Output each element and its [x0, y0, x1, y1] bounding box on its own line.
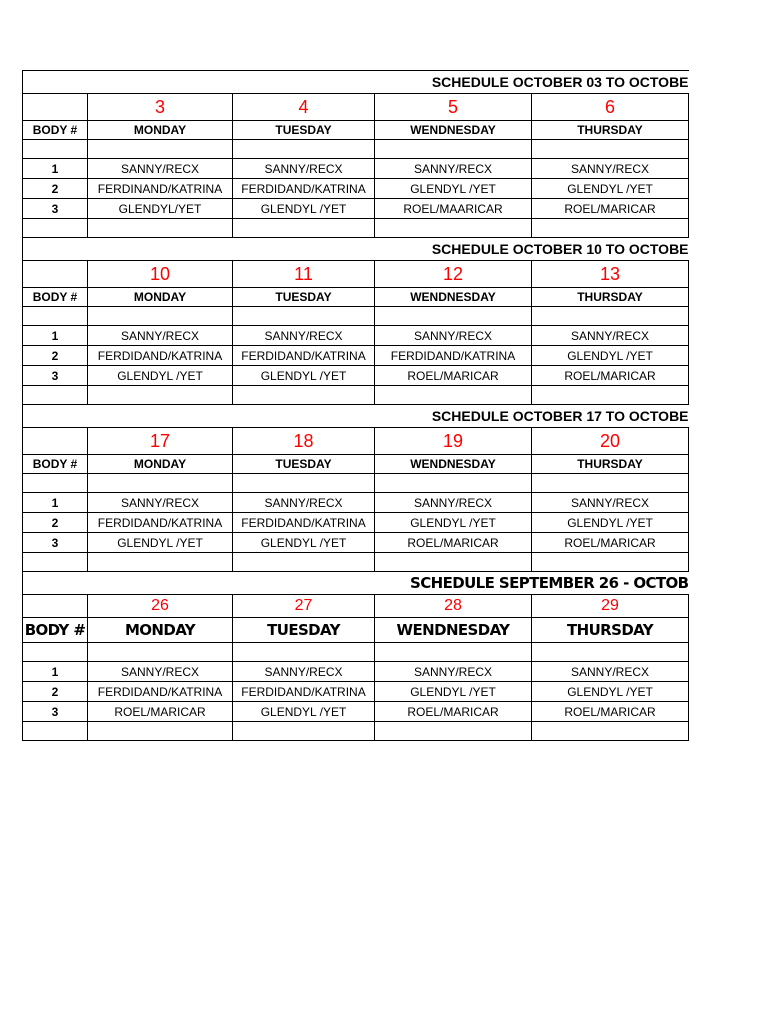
table-cell: GLENDYL /YET: [532, 346, 689, 366]
blank-row: [23, 474, 689, 493]
body-number: 3: [23, 533, 88, 553]
table-cell: SANNY/RECX: [233, 662, 375, 682]
table-cell: GLENDYL/YET: [88, 199, 233, 219]
table-cell: GLENDYL /YET: [532, 179, 689, 199]
blank-row: [23, 307, 689, 326]
table-row: [23, 533, 689, 553]
date-row: [23, 428, 689, 455]
table-row: [23, 326, 689, 346]
table-cell: GLENDYL /YET: [532, 513, 689, 533]
table-cell: ROEL/MARICAR: [532, 533, 689, 553]
header-cell: TUESDAY: [233, 455, 375, 474]
header-cell: WENDNESDAY: [375, 455, 532, 474]
blank-row: [23, 219, 689, 238]
table-cell: GLENDYL /YET: [233, 702, 375, 722]
schedule-title: SCHEDULE OCTOBER 03 TO OCTOBE: [23, 71, 689, 94]
blank-row: [23, 140, 689, 159]
table-cell: FERDIDAND/KATRINA: [233, 346, 375, 366]
header-cell: WENDNESDAY: [375, 288, 532, 307]
header-cell: TUESDAY: [233, 121, 375, 140]
body-number: 2: [23, 346, 88, 366]
date-cell: 11: [233, 261, 375, 288]
date-cell: 19: [375, 428, 532, 455]
schedule-title: SCHEDULE OCTOBER 10 TO OCTOBE: [23, 238, 689, 261]
table-cell: ROEL/MARICAR: [375, 533, 532, 553]
table-cell: FERDIDAND/KATRINA: [233, 682, 375, 702]
title-row: [23, 71, 689, 94]
table-cell: SANNY/RECX: [532, 326, 689, 346]
table-cell: FERDIDAND/KATRINA: [233, 513, 375, 533]
date-cell-empty: [23, 94, 88, 121]
table-row: [23, 179, 689, 199]
header-cell: THURSDAY: [532, 288, 689, 307]
header-cell: BODY #: [23, 455, 88, 474]
header-cell: MONDAY: [88, 455, 233, 474]
table-cell: GLENDYL /YET: [233, 199, 375, 219]
date-cell: 28: [375, 595, 532, 618]
header-cell: TUESDAY: [233, 618, 375, 643]
table-cell: ROEL/MARICAR: [88, 702, 233, 722]
table-cell: SANNY/RECX: [375, 493, 532, 513]
date-cell-empty: [23, 261, 88, 288]
body-number: 2: [23, 179, 88, 199]
title-row: [23, 572, 689, 595]
date-cell: 13: [532, 261, 689, 288]
table-cell: SANNY/RECX: [88, 493, 233, 513]
table-cell: ROEL/MAARICAR: [375, 199, 532, 219]
header-row: [23, 618, 689, 643]
blank-row: [23, 722, 689, 741]
blank-row: [23, 386, 689, 405]
table-cell: ROEL/MARICAR: [532, 366, 689, 386]
table-cell: FERDIDAND/KATRINA: [88, 682, 233, 702]
table-cell: SANNY/RECX: [88, 159, 233, 179]
date-row: [23, 261, 689, 288]
table-cell: GLENDYL /YET: [375, 513, 532, 533]
body-number: 3: [23, 199, 88, 219]
header-cell: MONDAY: [88, 121, 233, 140]
header-cell: THURSDAY: [532, 618, 689, 643]
table-cell: GLENDYL /YET: [88, 533, 233, 553]
body-number: 1: [23, 326, 88, 346]
date-cell: 27: [233, 595, 375, 618]
header-cell: BODY #: [23, 288, 88, 307]
header-row: [23, 288, 689, 307]
table-cell: SANNY/RECX: [88, 662, 233, 682]
body-number: 2: [23, 513, 88, 533]
table-cell: SANNY/RECX: [233, 159, 375, 179]
body-number: 1: [23, 159, 88, 179]
header-cell: THURSDAY: [532, 121, 689, 140]
header-cell: TUESDAY: [233, 288, 375, 307]
blank-row: [23, 553, 689, 572]
date-cell: 6: [532, 94, 689, 121]
date-row: [23, 94, 689, 121]
table-cell: SANNY/RECX: [375, 662, 532, 682]
table-cell: SANNY/RECX: [532, 159, 689, 179]
date-cell: 26: [88, 595, 233, 618]
schedule-title: SCHEDULE SEPTEMBER 26 - OCTOB: [23, 572, 689, 595]
table-cell: SANNY/RECX: [88, 326, 233, 346]
table-cell: FERDIDAND/KATRINA: [375, 346, 532, 366]
date-cell: 5: [375, 94, 532, 121]
date-cell: 20: [532, 428, 689, 455]
table-cell: GLENDYL /YET: [233, 533, 375, 553]
table-cell: SANNY/RECX: [233, 326, 375, 346]
date-cell-empty: [23, 595, 88, 618]
date-cell: 17: [88, 428, 233, 455]
table-row: [23, 662, 689, 682]
header-cell: BODY #: [23, 618, 88, 643]
header-cell: BODY #: [23, 121, 88, 140]
header-cell: MONDAY: [88, 618, 233, 643]
title-row: [23, 238, 689, 261]
table-cell: ROEL/MARICAR: [375, 366, 532, 386]
table-row: [23, 346, 689, 366]
title-row: [23, 405, 689, 428]
table-cell: FERDIDAND/KATRINA: [88, 513, 233, 533]
schedule-title: SCHEDULE OCTOBER 17 TO OCTOBE: [23, 405, 689, 428]
table-row: [23, 199, 689, 219]
table-cell: FERDINAND/KATRINA: [88, 179, 233, 199]
table-cell: ROEL/MARICAR: [532, 702, 689, 722]
date-cell: 4: [233, 94, 375, 121]
date-cell-empty: [23, 428, 88, 455]
table-cell: FERDIDAND/KATRINA: [233, 179, 375, 199]
table-cell: GLENDYL /YET: [532, 682, 689, 702]
schedule-sheet: [22, 70, 688, 741]
table-cell: SANNY/RECX: [532, 493, 689, 513]
table-cell: GLENDYL /YET: [375, 179, 532, 199]
table-row: [23, 366, 689, 386]
table-row: [23, 493, 689, 513]
table-cell: GLENDYL /YET: [88, 366, 233, 386]
table-cell: SANNY/RECX: [375, 326, 532, 346]
body-number: 1: [23, 662, 88, 682]
date-cell: 29: [532, 595, 689, 618]
date-cell: 18: [233, 428, 375, 455]
date-cell: 10: [88, 261, 233, 288]
schedule-table: [22, 571, 689, 741]
date-cell: 12: [375, 261, 532, 288]
header-cell: MONDAY: [88, 288, 233, 307]
schedule-table: [22, 70, 689, 572]
header-cell: WENDNESDAY: [375, 618, 532, 643]
header-row: [23, 121, 689, 140]
body-number: 3: [23, 366, 88, 386]
table-row: [23, 513, 689, 533]
body-number: 1: [23, 493, 88, 513]
table-cell: GLENDYL /YET: [233, 366, 375, 386]
date-cell: 3: [88, 94, 233, 121]
body-number: 3: [23, 702, 88, 722]
table-row: [23, 159, 689, 179]
date-row: [23, 595, 689, 618]
header-row: [23, 455, 689, 474]
table-cell: SANNY/RECX: [375, 159, 532, 179]
header-cell: THURSDAY: [532, 455, 689, 474]
table-row: [23, 682, 689, 702]
table-cell: SANNY/RECX: [532, 662, 689, 682]
table-cell: SANNY/RECX: [233, 493, 375, 513]
blank-row: [23, 643, 689, 662]
table-cell: ROEL/MARICAR: [532, 199, 689, 219]
table-cell: GLENDYL /YET: [375, 682, 532, 702]
body-number: 2: [23, 682, 88, 702]
table-cell: ROEL/MARICAR: [375, 702, 532, 722]
table-cell: FERDIDAND/KATRINA: [88, 346, 233, 366]
table-row: [23, 702, 689, 722]
header-cell: WENDNESDAY: [375, 121, 532, 140]
